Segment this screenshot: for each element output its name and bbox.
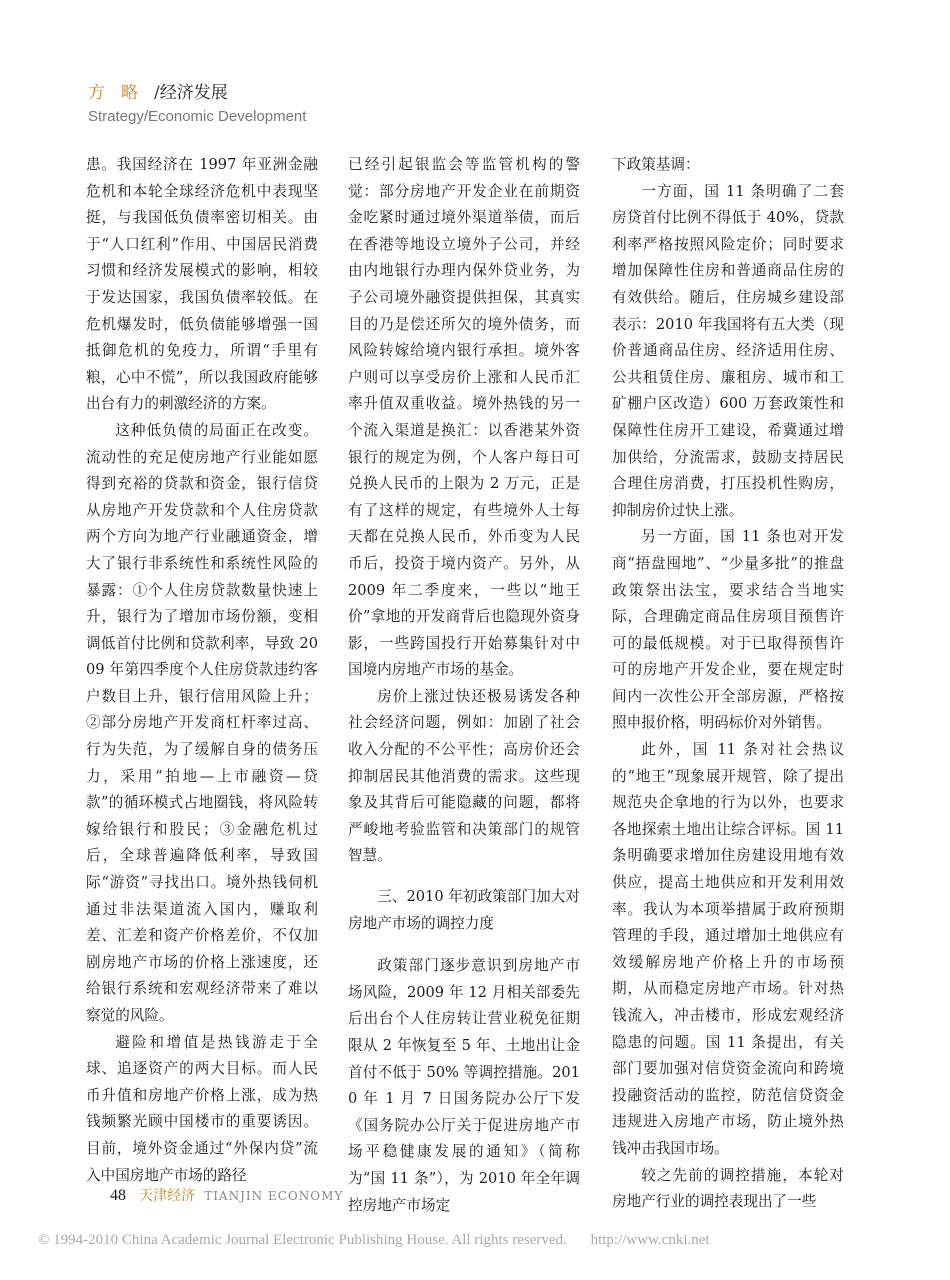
paragraph: 避险和增值是热钱游走于全球、追逐资产的两大目标。而人民币升值和房地产价格上涨，成为热钱频繁光顾中国楼市的重要诱因。目前，境外资金通过“外保内贷”流入中国房地产市场的路径 [86,1033,318,1184]
header-author: 方略 [88,83,154,103]
copyright-text: © 1994-2010 China Academic Journal Electronic Publishing House. All rights reserved. [38,1232,567,1248]
text-column-2 [348,152,580,1219]
paragraph: 此外，国 11 条对社会热议的“地王”现象展开规管，除了提出规范央企拿地的行为以外，也要求各地探索土地出让综合评标。国 11 条明确要求增加住房建设用地有效供应，提高土地供应和开发利用效率。我认为本项举措属于政府预期管理的手段，通过增加土地供应有效缓解房地产价格上升的市场预期，从而稳定房地产市场。针对热钱流入，冲击楼市，形成宏观经济隐患的问题。国 11 条提出，有关部门要加强对信贷资金流向和跨境投融资活动的监控，防范信贷资金违规进入房地产市场，防止境外热钱冲击我国市场。 [612,741,844,1157]
page-footer [110,1184,343,1207]
magazine-name-cn: 天津经济 [139,1188,196,1204]
paragraph: 这种低负债的局面正在改变。流动性的充足使房地产行业能如愿得到充裕的贷款和资金，银行信贷从房地产开发贷款和个人住房贷款两个方向为地产行业融通资金，增大了银行非系统性和系统性风险的暴露：①个人住房贷款数量快速上升，银行为了增加市场份额，变相调低首付比例和贷款利率，导致 2009 年第四季度个人住房贷款违约客户数目上升，银行信用风险上升；②部分房地产开发商杠杆率过高、行为失范，为了缓解自身的债务压力，采用“拍地—上市融资—贷款”的循环模式占地圈钱，将风险转嫁给银行和股民；③金融危机过后，全球普遍降低利率，导致国际“游资”寻找出口。境外热钱伺机通过非法渠道流入国内，赚取利差、汇差和资产价格差价，不仅加剧房地产市场的价格上涨速度，还给银行系统和宏观经济带来了难以察觉的风险。 [86,421,318,1024]
header-separator: / [154,83,160,103]
magazine-name-en: TIANJIN ECONOMY [204,1189,344,1203]
paragraph: 下政策基调： [612,156,700,173]
paragraph: 患。我国经济在 1997 年亚洲金融危机和本轮全球经济危机中表现坚挺，与我国低负债率密切相关。由于“人口红利”作用、中国居民消费习惯和经济发展模式的影响，相较于发达国家，我国负债率较低。在危机爆发时，低负债能够增强一国抵御危机的免疫力，所谓“手里有粮，心中不慌”，所以我国政府能够出台有力的刺激经济的方案。 [86,156,318,413]
paragraph: 已经引起银监会等监管机构的警觉：部分房地产开发企业在前期资金吃紧时通过境外渠道举债，而后在香港等地设立境外子公司，并经由内地银行办理内保外贷业务，为子公司境外融资提供担保，其真实目的乃是偿还所欠的境外债务，而风险转嫁给境内银行承担。境外客户则可以享受房价上涨和人民币汇率升值双重收益。境外热钱的另一个流入渠道是换汇：以香港某外资银行的规定为例，个人客户每日可兑换人民币的上限为 2 万元，正是有了这样的规定，有些境外人士每天都在兑换人民币，外币变为人民币后，投资于境内资产。另外，从 2009 年二季度来，一些以“地王价”拿地的开发商背后也隐现外资身影，一些跨国投行开始募集针对中国境内房地产市场的基金。 [348,156,580,679]
copyright-notice [38,1232,710,1249]
copyright-url: http://www.cnki.net [590,1232,710,1248]
page-number: 48 [110,1187,126,1204]
paragraph: 房价上涨过快还极易诱发各种社会经济问题，例如：加剧了社会收入分配的不公平性；高房价还会抑制居民其他消费的需求。这些现象及其背后可能隐藏的问题，都将严峻地考验监管和决策部门的规管智慧。 [348,687,580,865]
section-heading: 三、2010 年初政策部门加大对房地产市场的调控力度 [348,888,580,932]
text-column-1 [86,152,318,1189]
text-column-3 [612,152,844,1216]
running-header [88,82,306,128]
paragraph: 较之先前的调控措施，本轮对房地产行业的调控表现出了一些 [612,1166,844,1211]
header-column-cn: 经济发展 [159,83,228,103]
header-column-en: Strategy/Economic Development [88,108,307,125]
paragraph: 一方面，国 11 条明确了二套房贷首付比例不得低于 40%，贷款利率严格按照风险定价；同时要求增加保障性住房和普通商品住房的有效供给。随后，住房城乡建设部表示：2010 年我国将有五大类（现价普通商品住房、经济适用住房、公共租赁住房、廉租房、城市和工矿棚户区改造）600 万套政策性和保障性住房开工建设，希冀通过增加供给，分流需求，鼓励支持居民合理住房消费，打压投机性购房，抑制房价过快上涨。 [612,182,844,519]
header-column-title [88,82,306,104]
paragraph: 另一方面，国 11 条也对开发商“捂盘囤地”、“少量多批”的推盘政策祭出法宝，要求结合当地实际，合理确定商品住房项目预售许可的最低规模。对于已取得预售许可的房地产开发企业，要在规定时间内一次性公开全部房源，严格按照申报价格，明码标价对外销售。 [612,528,844,732]
paragraph: 政策部门逐步意识到房地产市场风险，2009 年 12 月相关部委先后出台个人住房转让营业税免征期限从 2 年恢复至 5 年、土地出让金首付不低于 50% 等调控措施。2010 年 1 月 7 日国务院办公厅下发《国务院办公厅关于促进房地产市场平稳健康发展的通知》（简称为“国 11 条”），为 2010 年全年调控房地产市场定 [348,957,580,1214]
